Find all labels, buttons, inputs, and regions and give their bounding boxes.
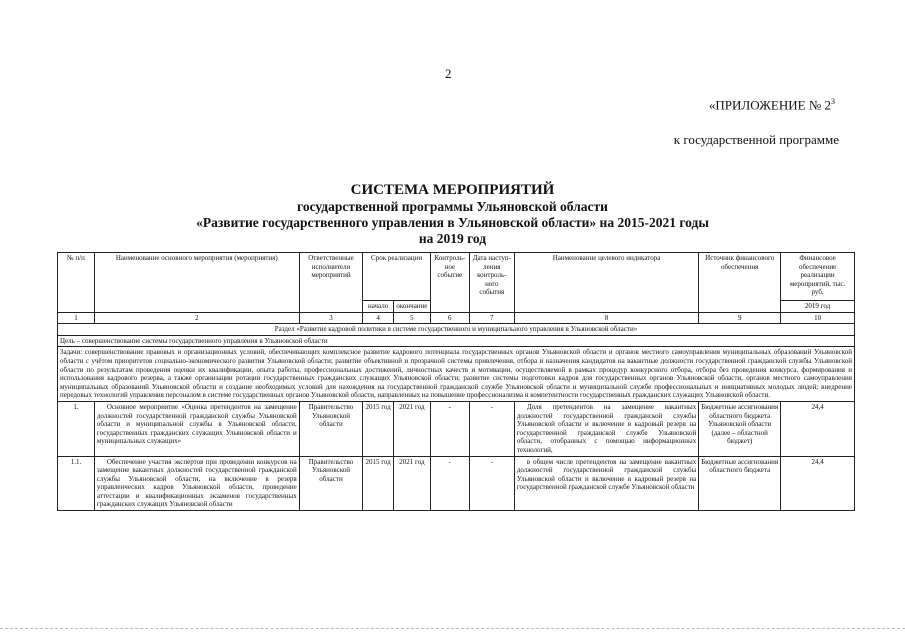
appendix-text: «ПРИЛОЖЕНИЕ № 2 [708,97,831,113]
table-row [58,456,855,511]
colnum: 1 [58,312,95,324]
activities-table [57,252,855,511]
title-line-3: «Развитие государственного управления в Ульяновской области» на 2015-2021 годы [196,215,709,230]
header-finance: Финансовое обеспечение реализации мероприятий, тыс. руб. [781,253,855,301]
colnum: 3 [299,312,363,324]
row-start: 2015 год [363,456,394,511]
row-end: 2021 год [393,401,430,456]
row-end: 2021 год [393,456,430,511]
row-indicator: в общем числе претендентов на замещение вакантных должностей государственной гражданской службы Ульяновской области и включение в кадровый резерв на государственной гражданской службе Ульяновской области [514,456,698,511]
appendix-label [709,97,835,113]
header-term: Срок реализации [363,253,431,301]
row-start: 2015 год [363,401,394,456]
row-name: Основное мероприятие «Оценка претендентов на замещение должностей государственной гражданской службы Ульяновской области и муниципальной службы в Ульяновской области, государственных гражданских служащих Ульяновской области и муниципальных служащих» [94,401,299,456]
row-num: 1. [58,401,95,456]
scan-edge-divider [0,628,905,630]
row-source: Бюджетные ассигнования областного бюджета Ульяновской области (далее – областной бюджет) [699,401,781,456]
document-title [0,182,905,247]
tasks-row: Задачи: совершенствование правовых и организационных условий, обеспечивающих комплексное развитие кадрового потенциала государственных органов Ульяновской области и органов местного самоуправления муниципальных образований Ульяновской области с учётом приоритетов социально-экономического развития Ульяновской области; развитие объективной и прозрачной системы привлечения, отбора и назначения кандидатов на вакантные должности государственной гражданской службы Ульяновской области по результатам проведения оценки их квалификации, опыта работы, профессиональных достижений, личностных качеств и мотивации, осуществляемой в рамках процедур конкурсного отбора, отбора без проведения конкурса, формирования и использования кадрового резерва, а также организации ротации государственных гражданских служащих Ульяновской области; развитие системы подготовки кадров для государственных органов Ульяновской области, органов местного самоуправления муниципальных образований Ульяновской области и создание необходимых условий для нахождения на государственной гражданской службе Ульяновской области и муниципальной службе профессиональных и инициативных молодых людей; внедрение передовых технологий управления персоналом в системе государственных органов Ульяновской области, направленных на повышение профессионализма и компетентности государственных гражданских служащих Ульяновской области. [58,347,855,402]
colnum: 6 [430,312,469,324]
colnum: 9 [699,312,781,324]
title-line-4: на 2019 год [418,231,487,246]
colnum: 4 [363,312,394,324]
header-indicator: Наименование целевого индикатора [514,253,698,313]
colnum: 8 [514,312,698,324]
row-indicator: Доля претендентов на замещение вакантных должностей государственной гражданской службы Ульяновской области и включение в кадровый резерв на государственной гражданской службе Ульяновской области, отобранных с помощью информационных технологий, [514,401,698,456]
table-row [58,401,855,456]
header-source: Источник финансового обеспечения [699,253,781,313]
row-num: 1.1. [58,456,95,511]
header-responsible: Ответственные исполнители мероприятий [299,253,363,313]
row-control: - [430,456,469,511]
appendix-superscript: 3 [831,97,835,106]
colnum: 2 [94,312,299,324]
section-heading: Раздел «Развитие кадровой политики в системе государственного и муниципального управления в Ульяновской области» [58,324,855,336]
row-name: Обеспечение участия экспертов при проведении конкурсов на замещение вакантных должностей государственной гражданской службы Ульяновской области, на включение в резерв управленческих кадров Ульяновской области, проведение аттестации и квалификационных экзаменов государственных гражданских служащих Ульяновской области [94,456,299,511]
page-number: 2 [445,66,452,81]
row-finance: 24,4 [781,456,855,511]
header-name: Наименование основного мероприятия (мероприятия) [94,253,299,313]
row-responsible: Правительство Ульяновской области [299,401,363,456]
colnum: 10 [781,312,855,324]
title-line-2: государственной программы Ульяновской области [297,199,608,214]
row-control: - [430,401,469,456]
program-reference: к государственной программе [673,132,839,147]
header-term-start: начало [363,301,394,313]
goal-row: Цель – совершенствование системы государственного управления в Ульяновской области [58,335,855,347]
row-date: - [469,401,514,456]
header-num: № п/п [58,253,95,313]
header-event-date: Дата наступ-ления контроль-ного события [469,253,514,313]
row-date: - [469,456,514,511]
row-responsible: Правительство Ульяновской области [299,456,363,511]
row-source: Бюджетные ассигнования областного бюджета [699,456,781,511]
header-control-event: Контроль-ное событие [430,253,469,313]
colnum: 7 [469,312,514,324]
colnum: 5 [393,312,430,324]
header-year: 2019 год [781,301,855,313]
column-numbers-row [58,312,855,324]
header-term-end: окончание [393,301,430,313]
title-line-1: СИСТЕМА МЕРОПРИЯТИЙ [350,182,555,198]
row-finance: 24,4 [781,401,855,456]
